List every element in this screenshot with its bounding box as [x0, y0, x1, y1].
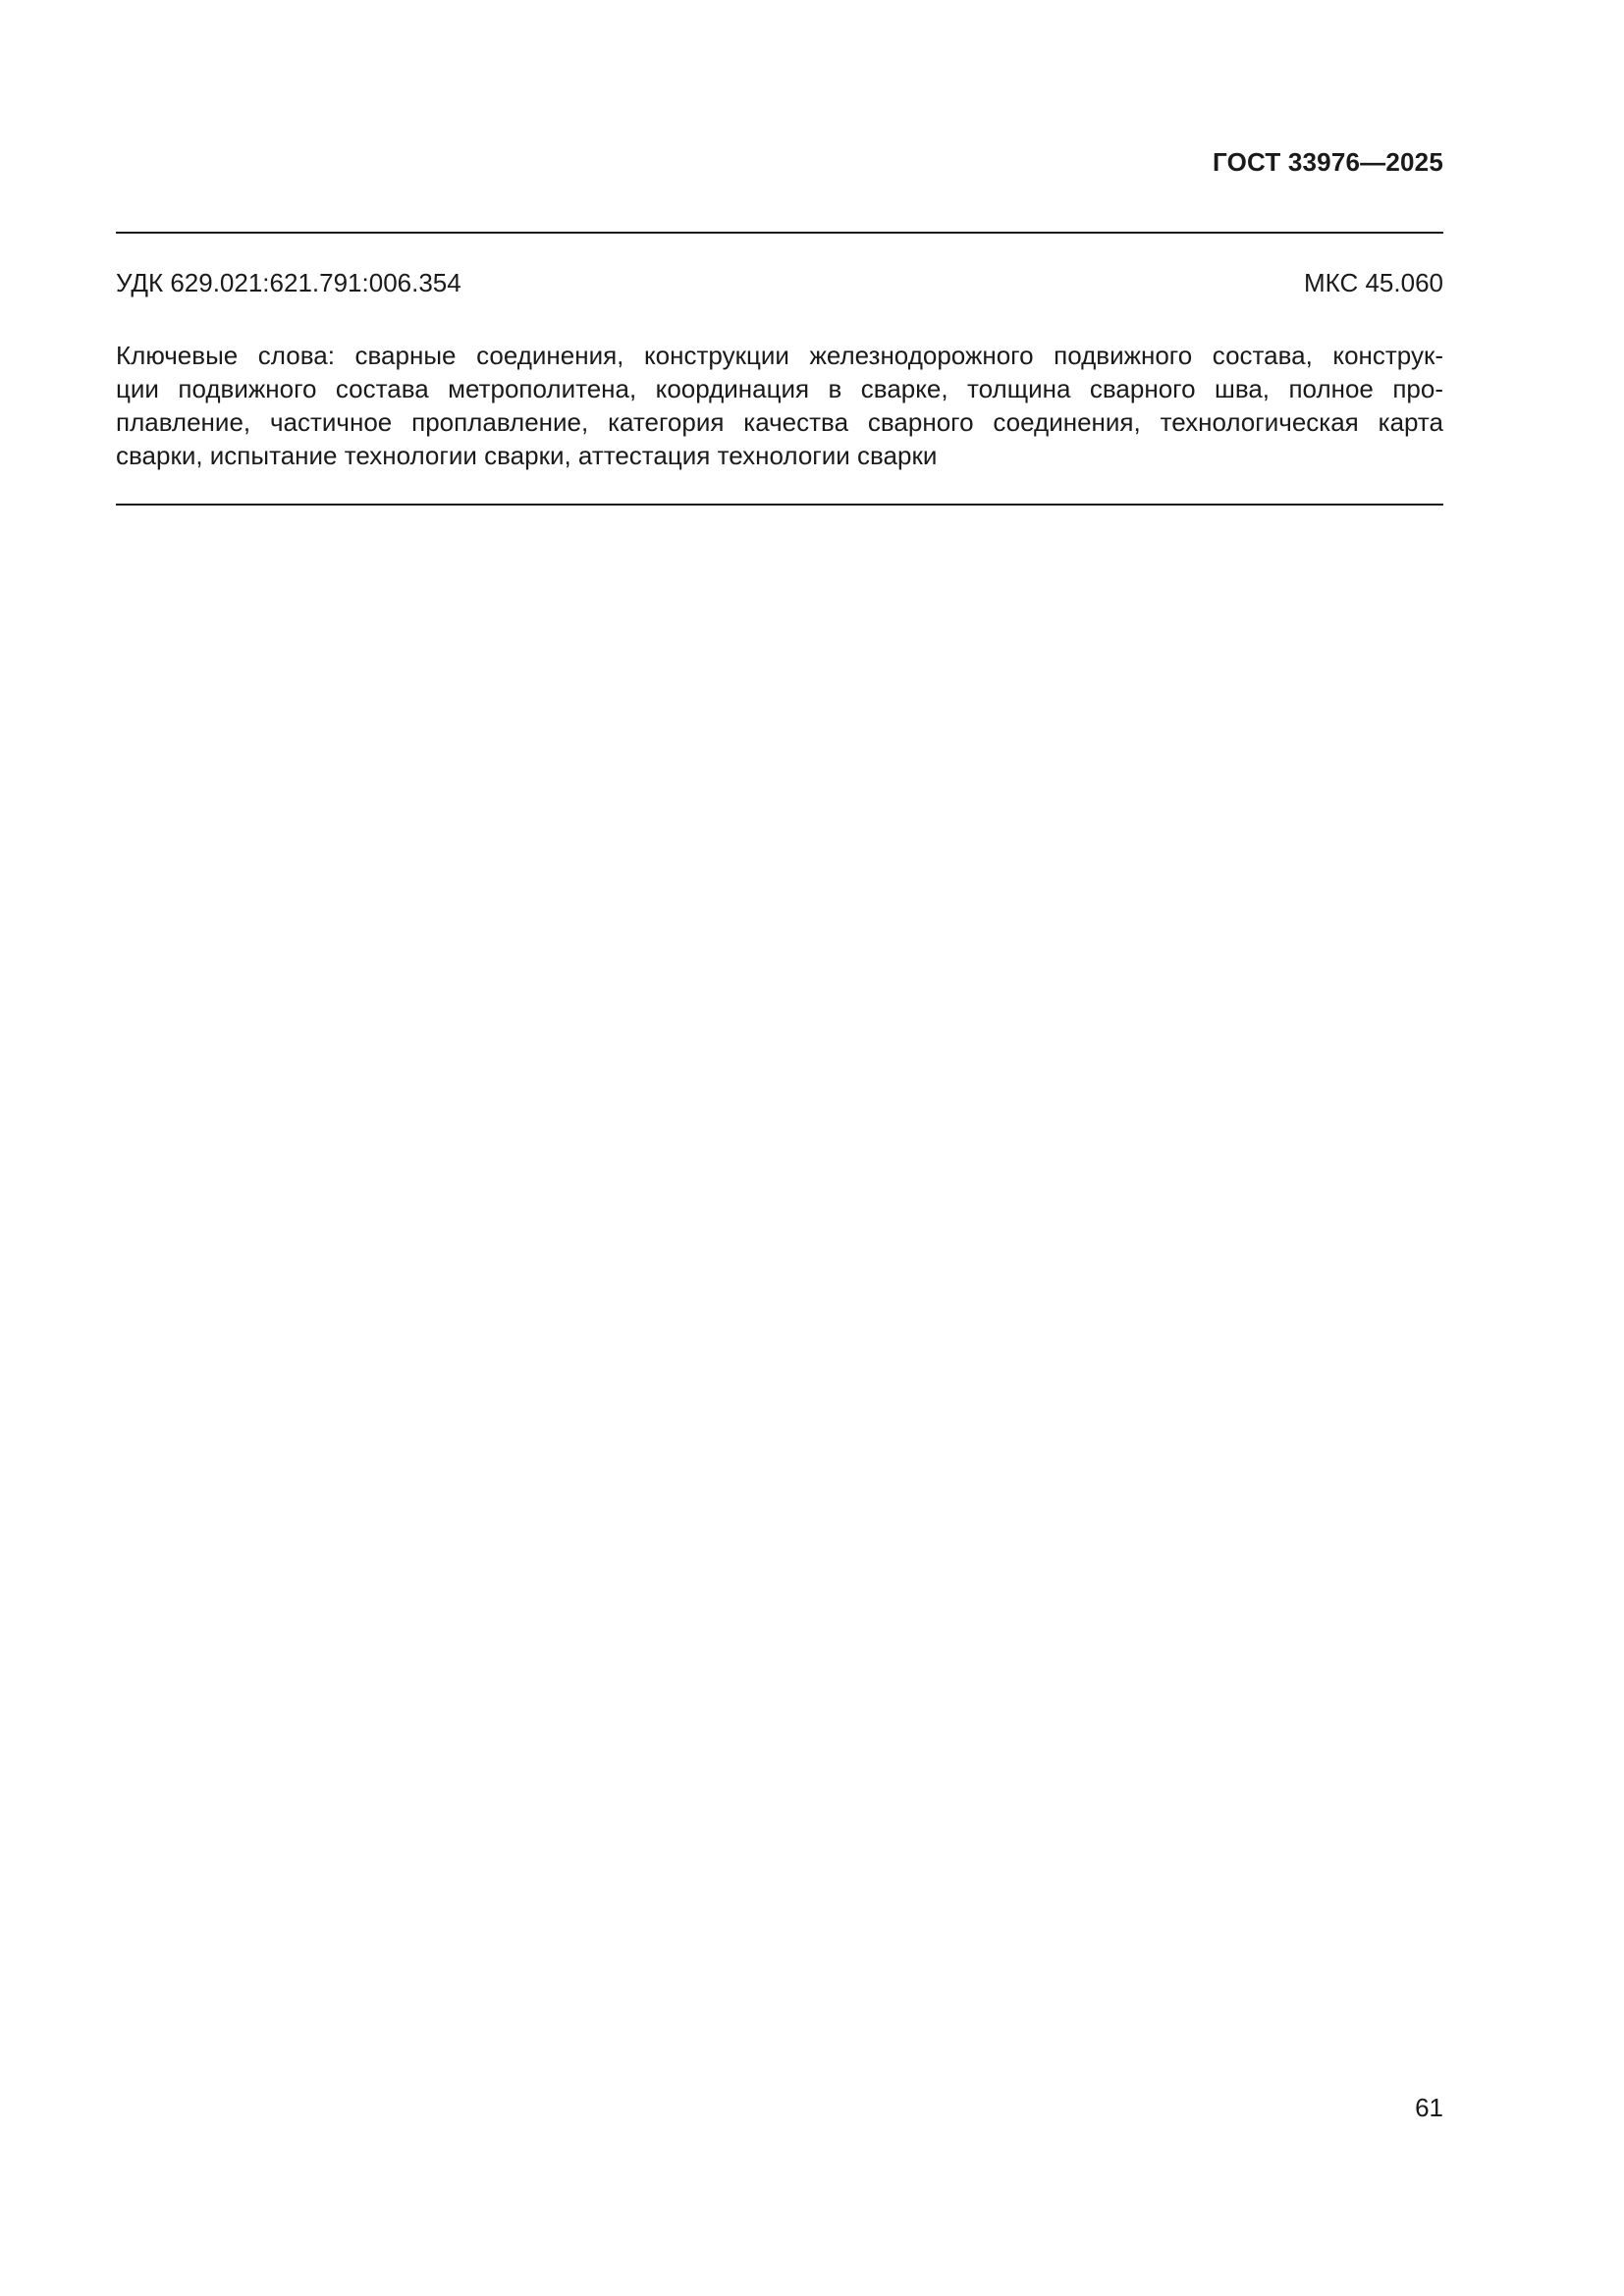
bottom-divider — [116, 504, 1443, 506]
keywords-paragraph — [116, 339, 1443, 472]
keywords-line: Ключевые слова: сварные соединения, конструкции железнодорожного подвижного состава, конструк- — [116, 341, 1443, 370]
keywords-line: сварки, испытание технологии сварки, аттестация технологии сварки — [116, 441, 938, 470]
keywords-line: плавление, частичное проплавление, категория качества сварного соединения, технологическая карта — [116, 407, 1443, 437]
keywords-line: ции подвижного состава метрополитена, координация в сварке, толщина сварного шва, полное про- — [116, 374, 1443, 403]
top-divider — [116, 232, 1443, 234]
mks-code: МКС 45.060 — [1303, 268, 1443, 297]
udc-code: УДК 629.021:621.791:006.354 — [116, 268, 461, 297]
document-code: ГОСТ 33976—2025 — [1213, 147, 1443, 177]
page-number: 61 — [1415, 2093, 1443, 2122]
classification-row — [116, 267, 1443, 298]
